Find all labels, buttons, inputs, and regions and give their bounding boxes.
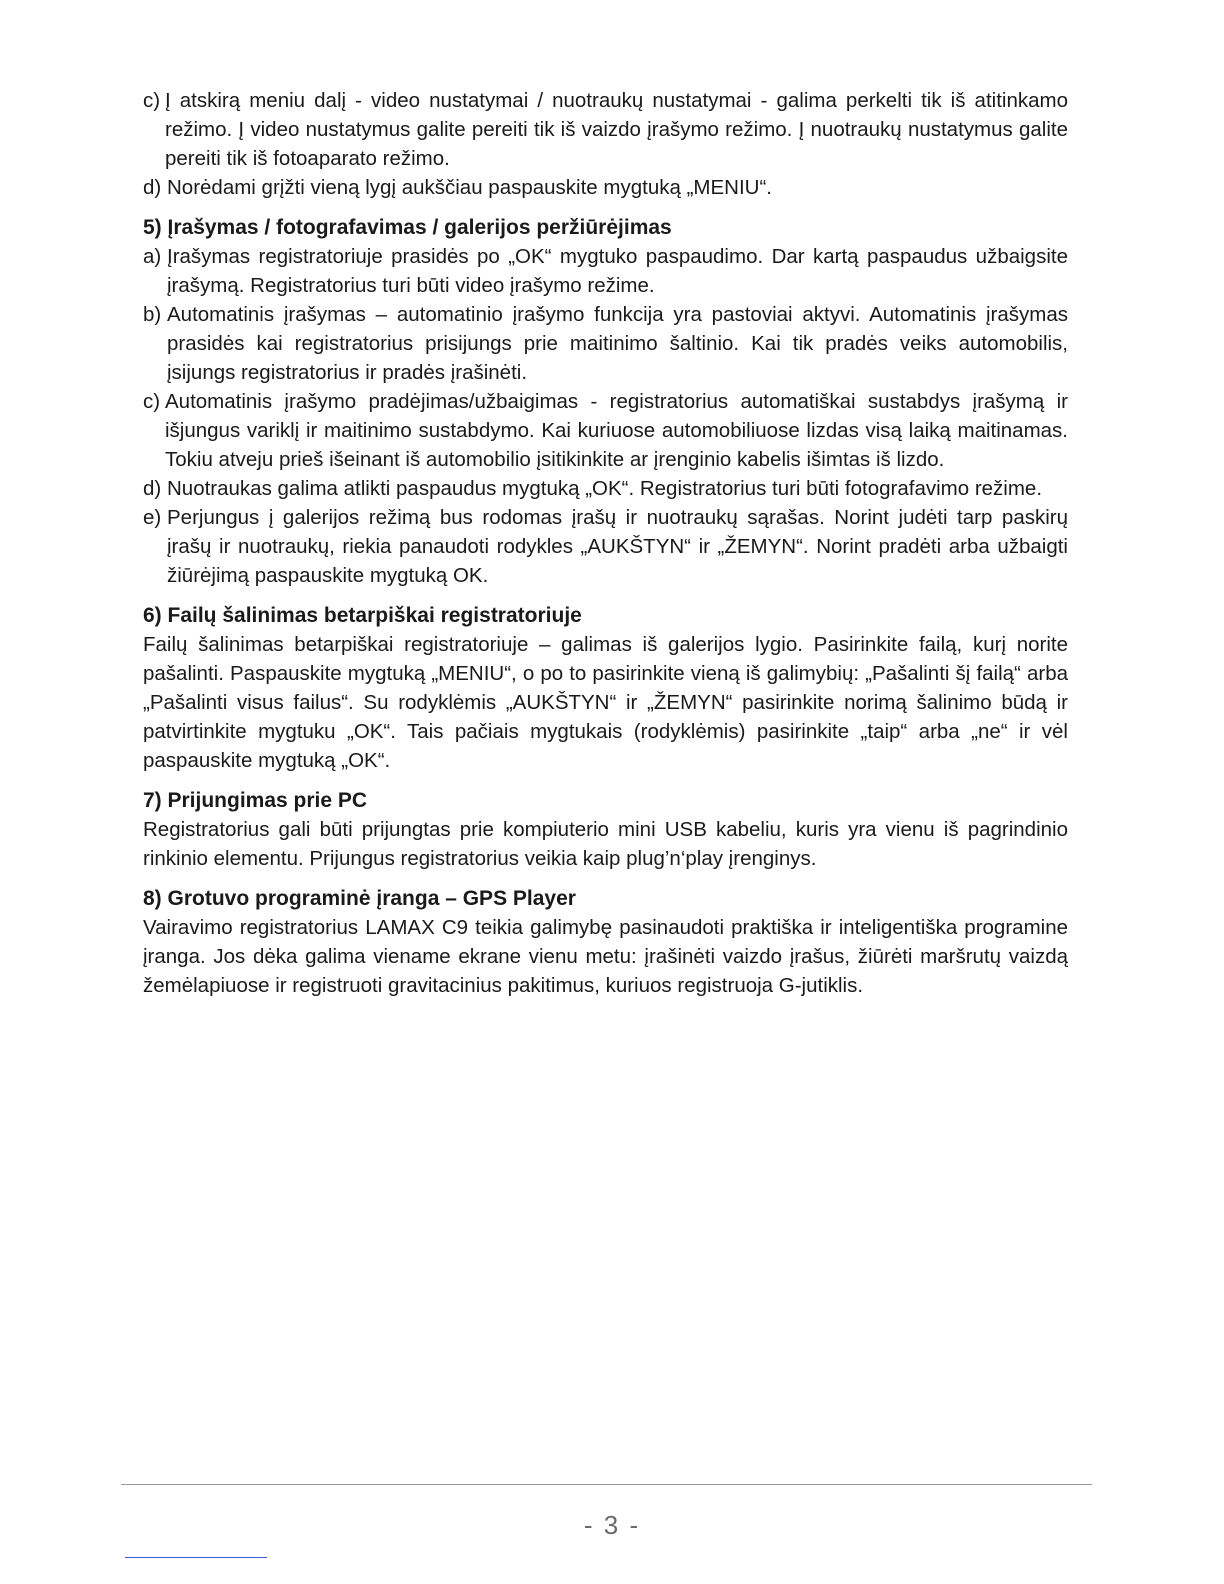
list-marker: c) <box>143 89 161 112</box>
list-marker: d) <box>143 477 162 500</box>
list-marker: c) <box>143 390 161 413</box>
list-marker: a) <box>143 245 162 268</box>
section-paragraph: Registratorius gali būti prijungtas prie kompiuterio mini USB kabeliu, kuris yra vienu iš pagrindinio rinkinio elementu. Prijungus registratorius veikia kaip plug’n‘play įrenginys. <box>143 818 1068 870</box>
list-item <box>143 300 1068 387</box>
list-item <box>143 173 1068 202</box>
section-heading: 7) Prijungimas prie PC <box>143 789 368 812</box>
footer-divider <box>121 1484 1092 1485</box>
document-body <box>143 86 1068 1000</box>
list-item-text: Automatinis įrašymas – automatinio įrašymo funkcija yra pastoviai aktyvi. Automatinis įrašymas prasidės kai registratorius prisijungs prie maitinimo šaltinio. Kai tik pradės veiks automobilis, įsijungs registratorius ir pradės įrašinėti. <box>167 303 1068 384</box>
list-marker: b) <box>143 303 162 326</box>
section-paragraph: Failų šalinimas betarpiškai registratoriuje – galimas iš galerijos lygio. Pasirinkite failą, kurį norite pašalinti. Paspauskite mygtuką „MENIU“, o po to pasirinkite vieną iš galimybių: „Pašalinti šį failą“ arba „Pašalinti visus failus“. Su rodyklėmis „AUKŠTYN“ ir „ŽEMYN“ pasirinkite norimą šalinimo būdą ir patvirtinkite mygtuku „OK“. Tais pačiais mygtukais (rodyklėmis) pasirinkite „taip“ arba „ne“ ir vėl paspauskite mygtuką „OK“. <box>143 633 1068 772</box>
section-heading: 6) Failų šalinimas betarpiškai registratoriuje <box>143 604 582 627</box>
section-heading: 5) Įrašymas / fotografavimas / galerijos peržiūrėjimas <box>143 216 672 239</box>
list-item-text: Nuotraukas galima atlikti paspaudus mygtuką „OK“. Registratorius turi būti fotografavimo režime. <box>167 477 1043 500</box>
list-item <box>143 474 1068 503</box>
list-item-text: Į atskirą meniu dalį - video nustatymai / nuotraukų nustatymai - galima perkelti tik iš atitinkamo režimo. Į video nustatymus galite pereiti tik iš vaizdo įrašymo režimo. Į nuotraukų nustatymus galite pereiti tik iš fotoaparato režimo. <box>165 89 1068 170</box>
list-item-text: Įrašymas registratoriuje prasidės po „OK“ mygtuko paspaudimo. Dar kartą paspaudus užbaigsite įrašymą. Registratorius turi būti video įrašymo režime. <box>167 245 1068 297</box>
list-marker: d) <box>143 176 162 199</box>
footnote-rule <box>125 1557 267 1558</box>
list-item <box>143 387 1068 474</box>
list-item <box>143 503 1068 590</box>
list-item-text: Perjungus į galerijos režimą bus rodomas įrašų ir nuotraukų sąrašas. Norint judėti tarp paskirų įrašų ir nuotraukų, riekia panaudoti rodykles „AUKŠTYN“ ir „ŽEMYN“. Norint pradėti arba užbaigti žiūrėjimą paspauskite mygtuką OK. <box>167 506 1068 587</box>
list-item-text: Norėdami grįžti vieną lygį aukščiau paspauskite mygtuką „MENIU“. <box>167 176 772 199</box>
list-item <box>143 242 1068 300</box>
section-heading: 8) Grotuvo programinė įranga – GPS Player <box>143 887 576 910</box>
list-marker: e) <box>143 506 162 529</box>
list-item-text: Automatinis įrašymo pradėjimas/užbaigimas - registratorius automatiškai sustabdys įrašymą ir išjungus variklį ir maitinimo sustabdymo. Kai kuriuose automobiliuose lizdas visą laiką maitinamas. Tokiu atveju prieš išeinant iš automobilio įsitikinkite ar įrenginio kabelis išimtas iš lizdo. <box>165 390 1068 471</box>
section-paragraph: Vairavimo registratorius LAMAX C9 teikia galimybę pasinaudoti praktiška ir inteligentiška programine įranga. Jos dėka galima viename ekrane vienu metu: įrašinėti vaizdo įrašus, žiūrėti maršrutų vaizdą žemėlapiuose ir registruoti gravitacinius pakitimus, kuriuos registruoja G-jutiklis. <box>143 916 1068 997</box>
page-number: - 3 - <box>583 1510 641 1540</box>
list-item <box>143 86 1068 173</box>
